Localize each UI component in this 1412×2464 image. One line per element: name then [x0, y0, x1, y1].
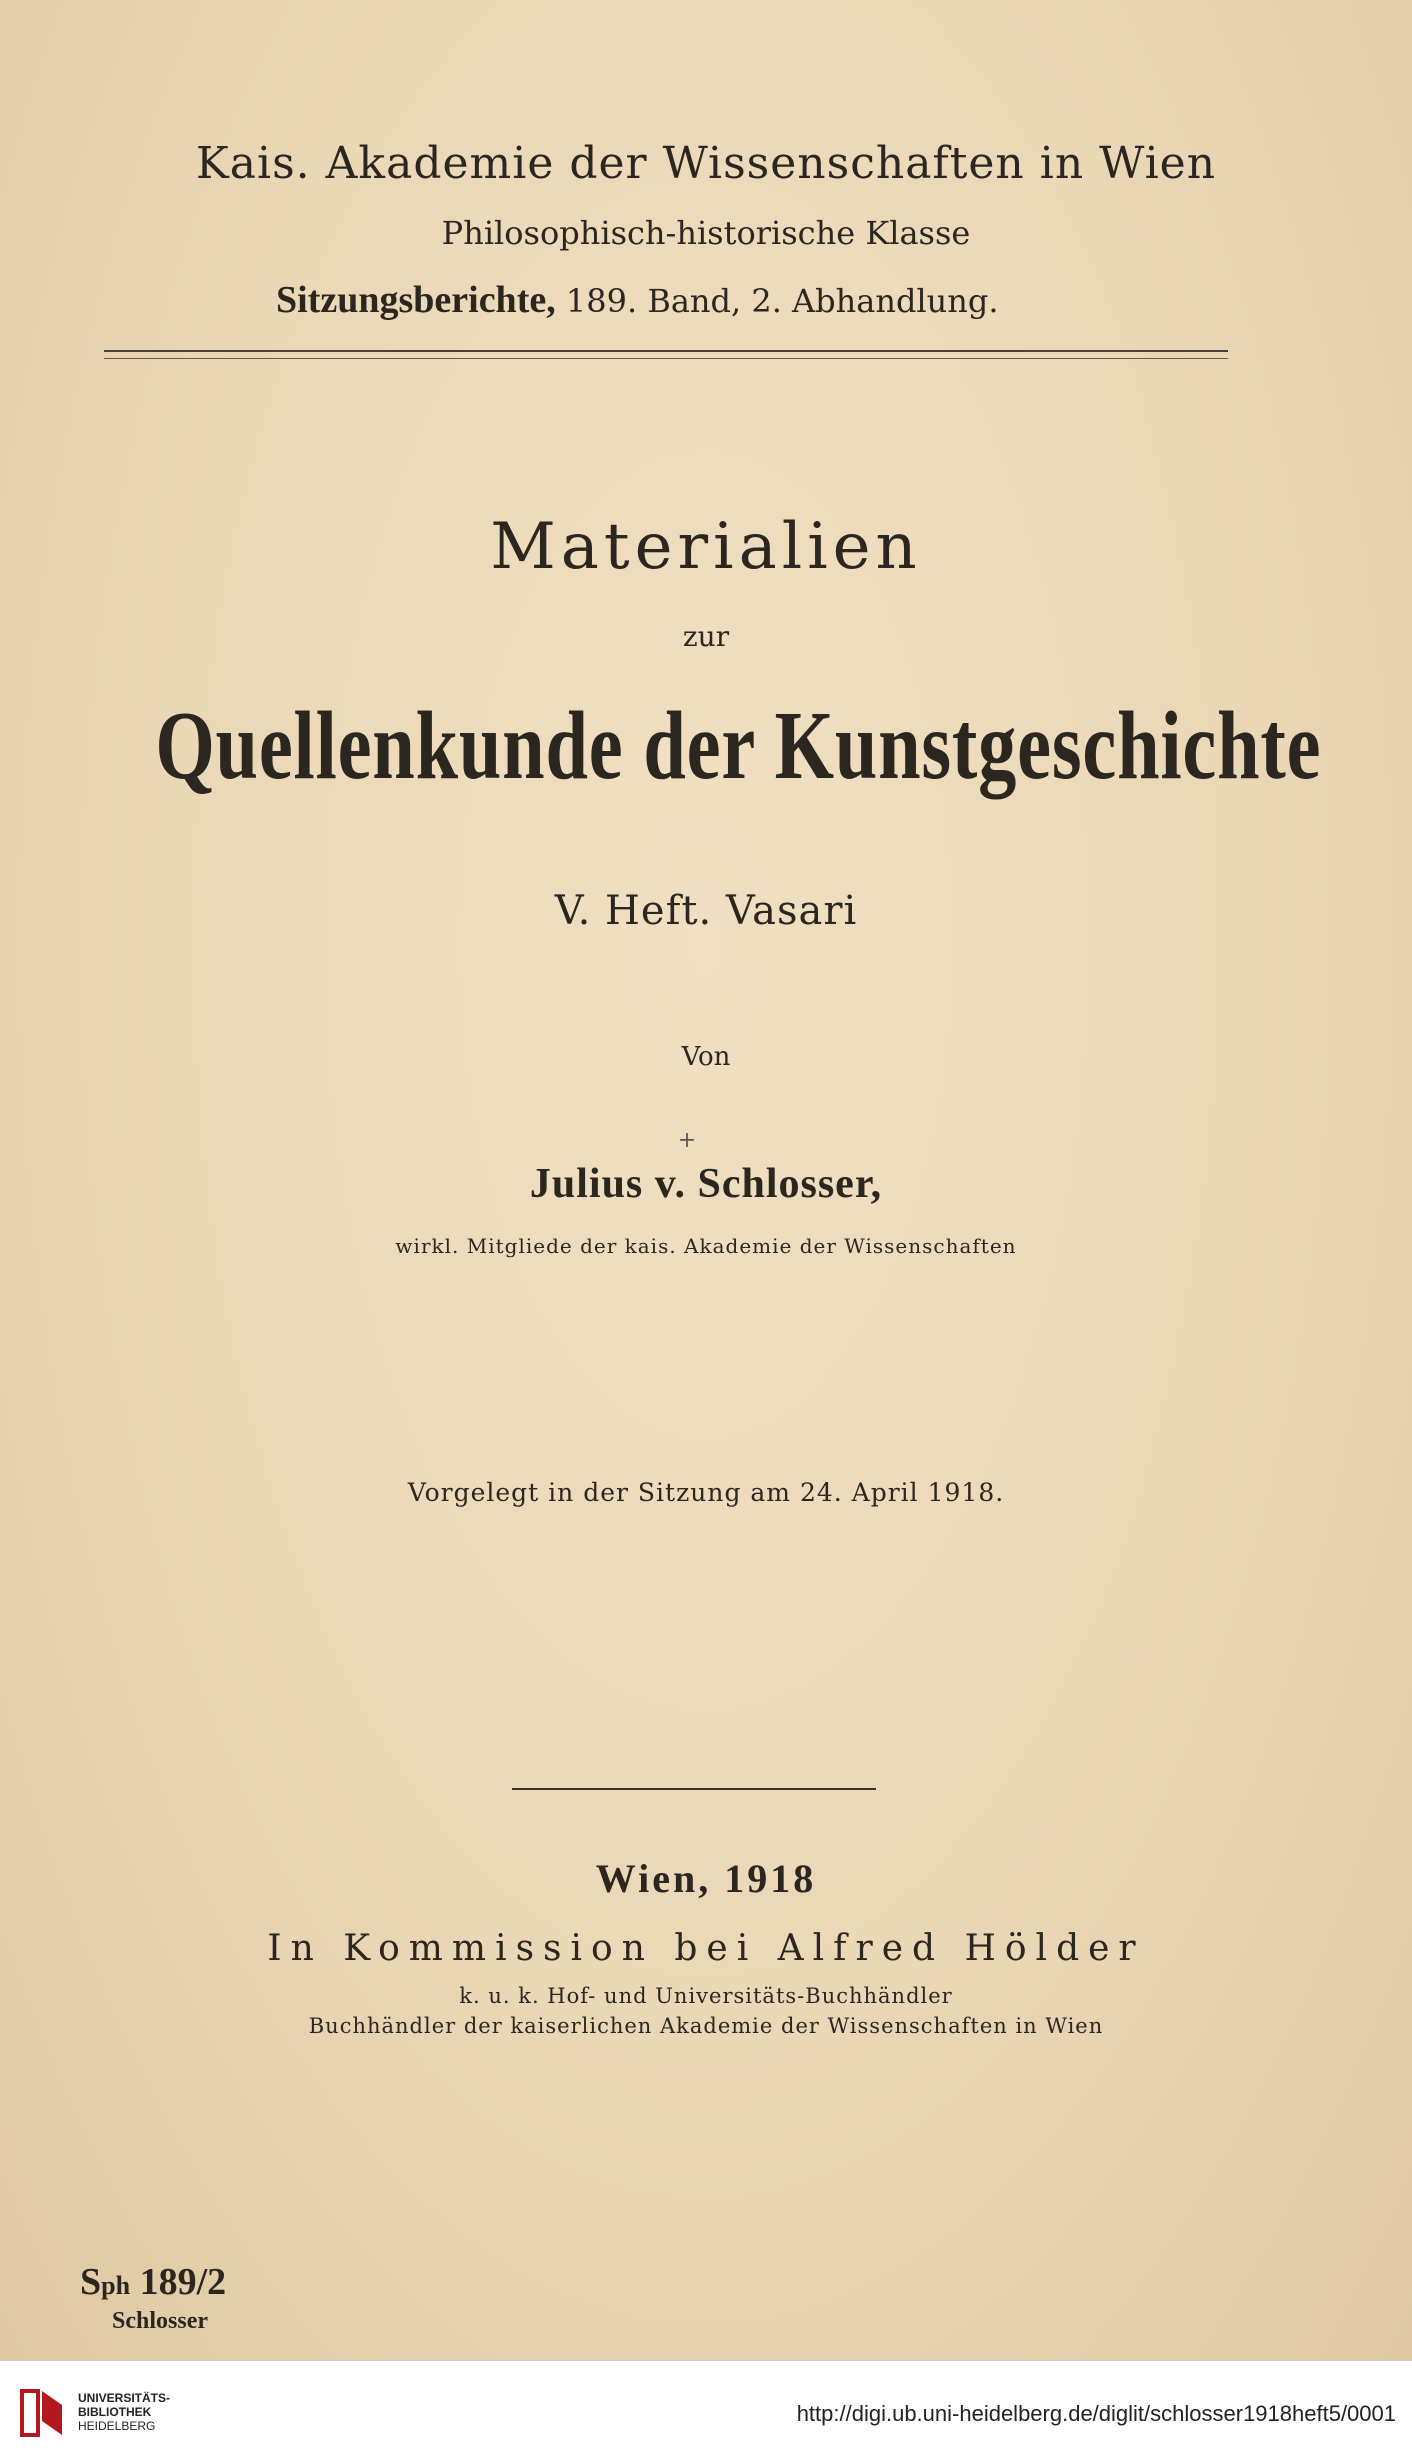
- shelfmark-number: 189/2: [130, 2261, 227, 2303]
- class-heading: Philosophisch-historische Klasse: [441, 214, 971, 252]
- publisher-detail-2: Buchhändler der kaiserlichen Akademie der Wissenschaften in Wien: [308, 2014, 1104, 2038]
- permalink-url[interactable]: http://digi.ub.uni-heidelberg.de/diglit/schlosser1918heft5/0001: [796, 2401, 1396, 2426]
- series-volume: 189. Band, 2. Abhandlung.: [555, 282, 999, 320]
- header-rule-thin: [104, 358, 1228, 359]
- series-line: [276, 278, 1056, 322]
- presented-line: Vorgelegt in der Sitzung am 24. April 1918.: [407, 1478, 1005, 1507]
- shelfmark: [80, 2260, 226, 2304]
- shelfmark-s: S: [80, 2261, 102, 2303]
- shelfmark-name: Schlosser: [112, 2308, 208, 2334]
- place-year: Wien, 1918: [595, 1856, 817, 1901]
- main-title: Quellenkunde der Kunstgeschichte: [155, 692, 1322, 800]
- academy-heading: Kais. Akademie der Wissenschaften in Wien: [195, 138, 1217, 189]
- shelfmark-ph: ph: [101, 2271, 131, 2300]
- library-logo-text: [78, 2391, 170, 2433]
- author-name: Julius v. Schlosser,: [529, 1161, 883, 1207]
- title-materialien: Materialien: [490, 510, 922, 584]
- library-logo-icon: [16, 2385, 68, 2441]
- by-label: Von: [681, 1042, 731, 1072]
- logo-line-3: HEIDELBERG: [78, 2419, 156, 2433]
- handwritten-cross: +: [677, 1128, 697, 1153]
- author-title: wirkl. Mitgliede der kais. Akademie der Wissenschaften: [395, 1234, 1017, 1258]
- imprint-rule: [512, 1788, 876, 1790]
- digitization-footer: [0, 2360, 1412, 2464]
- title-zur: zur: [682, 620, 730, 653]
- logo-line-1: UNIVERSITÄTS-: [78, 2391, 171, 2405]
- volume-subtitle: V. Heft. Vasari: [554, 888, 858, 934]
- header-rule: [104, 350, 1228, 352]
- series-name: Sitzungsberichte,: [276, 279, 556, 321]
- logo-line-2: BIBLIOTHEK: [78, 2405, 152, 2419]
- publisher-detail-1: k. u. k. Hof- und Universitäts-Buchhändler: [459, 1984, 953, 2008]
- publisher-line: In Kommission bei Alfred Hölder: [267, 1928, 1145, 1969]
